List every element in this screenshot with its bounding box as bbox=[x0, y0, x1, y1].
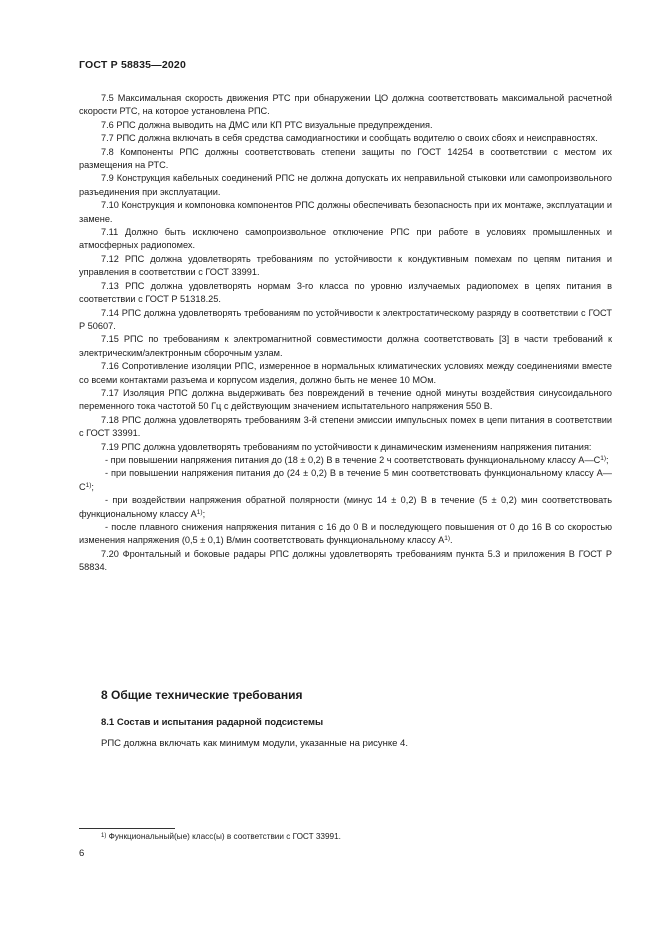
list-item-tail: ; bbox=[91, 481, 94, 492]
list-item-text: - после плавного снижения напряжения питания с 16 до 0 В и последующего повышения от 0 до 16 В со скоростью изменения напряжения (0,5 ± 0,1) В/мин соответствовать функциональному классу А bbox=[79, 522, 612, 546]
paragraph-7-9: 7.9 Конструкция кабельных соединений РПС не должна допускать их неправильной стыковки или самопроизвольного разъединения при эксплуатации. bbox=[79, 173, 612, 197]
list-item-text: - при воздействии напряжения обратной полярности (минус 14 ± 0,2) В в течение (5 ± 0,2) мин соответствовать функциональному классу А bbox=[79, 495, 612, 519]
list-item-tail: ; bbox=[202, 508, 206, 519]
paragraph-7-10: 7.10 Конструкция и компоновка компонентов РПС должны обеспечивать безопасность при их монтаже, эксплуатации и замене. bbox=[79, 200, 612, 224]
paragraph-7-14: 7.14 РПС должна удовлетворять требованиям по устойчивости к электростатическому разряду в соответствии с ГОСТ Р 50607. bbox=[79, 307, 612, 331]
subsection-heading: 8.1 Состав и испытания радарной подсистемы bbox=[101, 717, 324, 728]
paragraph-7-8: 7.8 Компоненты РПС должны соответствовать степени защиты по ГОСТ 14254 в соответствии с местом их размещения на РТС. bbox=[79, 146, 612, 171]
paragraph-7-17: 7.17 Изоляция РПС должна выдерживать без повреждений в течение одной минуты воздействия синусоидального переменного тока частотой 50 Гц с действующим значением испытательного напряжения 550 В. bbox=[79, 387, 612, 412]
paragraph-7-11: 7.11 Должно быть исключено самопроизвольное отключение РПС при работе в условиях промышленных и атмосферных радиопомех. bbox=[79, 227, 612, 251]
footnote-ref: 1) bbox=[85, 481, 92, 489]
paragraph-7-7: 7.7 РПС должна включать в себя средства самодиагностики и сообщать водителю о своих сбоях и неисправностях. bbox=[101, 133, 598, 144]
list-item-tail: . bbox=[450, 535, 453, 546]
section-intro-text: РПС должна включать как минимум модули, указанные на рисунке 4. bbox=[101, 738, 408, 749]
footnote bbox=[101, 832, 341, 841]
list-item-dash bbox=[79, 454, 612, 467]
list-item-dash bbox=[79, 521, 612, 548]
paragraph-7-16: 7.16 Сопротивление изоляции РПС, измеренное в нормальных климатических условиях между соединениями вместе со всеми контактами разъема и корпусом изделия, должно быть не менее 10 МОм. bbox=[79, 361, 612, 385]
paragraph-7-5: 7.5 Максимальная скорость движения РТС при обнаружении ЦО должна соответствовать максимальной расчетной скорости РТС, на которое установлена РПС. bbox=[79, 93, 612, 117]
list-item-dash bbox=[79, 467, 612, 494]
paragraph-7-6: 7.6 РПС должна выводить на ДМС или КП РТС визуальные предупреждения. bbox=[101, 119, 433, 130]
paragraph-7-15: 7.15 РПС по требованиям к электромагнитной совместимости должна соответствовать [3] в части требований к электрическим/электронным сборочным узлам. bbox=[79, 334, 612, 358]
list-item-text: - при повышении напряжения питания до (18 ± 0,2) В в течение 2 ч соответствовать функциональному классу А—С bbox=[105, 454, 601, 465]
list-item-text: - при повышении напряжения питания до (24 ± 0,2) В в течение 5 мин соответствовать функциональному классу А—С bbox=[79, 468, 612, 492]
page-number: 6 bbox=[79, 848, 85, 859]
paragraph-7-12: 7.12 РПС должна удовлетворять требованиям по устойчивости к кондуктивным помехам по цепям питания и управления в соответствии с ГОСТ 33991. bbox=[79, 253, 612, 278]
document-header: ГОСТ Р 58835—2020 bbox=[79, 59, 187, 71]
footnote-mark: 1) bbox=[101, 833, 107, 839]
footnote-ref: 1) bbox=[600, 454, 607, 462]
section-heading: 8 Общие технические требования bbox=[101, 688, 303, 702]
footnote-ref: 1) bbox=[444, 535, 451, 543]
footnote-ref: 1) bbox=[196, 508, 203, 516]
paragraph-7-19: 7.19 РПС должна удовлетворять требованиям по устойчивости к динамическим изменениям напряжения питания: bbox=[101, 441, 592, 452]
footnote-divider bbox=[79, 828, 175, 829]
paragraph-7-13: 7.13 РПС должна удовлетворять нормам 3-го класса по уровню излучаемых радиопомех в цепях питания в соответствии с ГОСТ Р 51318.25. bbox=[79, 280, 612, 305]
paragraph-7-20: 7.20 Фронтальный и боковые радары РПС должны удовлетворять требованиям пункта 5.3 и приложения В ГОСТ Р 58834. bbox=[79, 548, 612, 573]
paragraph-7-18: 7.18 РПС должна удовлетворять требованиям 3-й степени эмиссии импульсных помех в цепи питания в соответствии с ГОСТ 33991. bbox=[79, 414, 612, 439]
list-item-dash bbox=[79, 494, 612, 521]
body-text bbox=[79, 92, 612, 575]
list-item-tail: ; bbox=[606, 454, 609, 465]
footnote-text: Функциональный(ые) класс(ы) в соответствии с ГОСТ 33991. bbox=[106, 832, 341, 841]
